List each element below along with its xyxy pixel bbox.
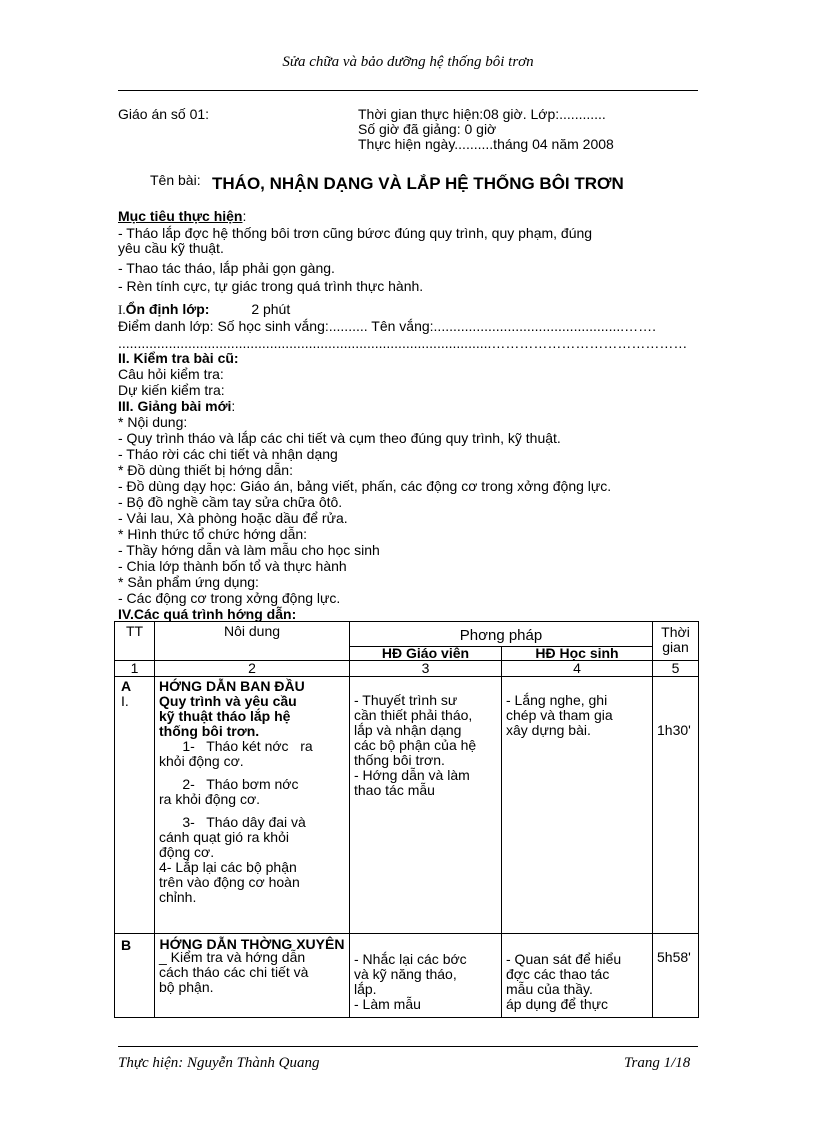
attendance: Điểm danh lớp: Số học sinh vắng:.......... Tên vắng:.................................................……. xyxy=(118,318,657,334)
row-b-title: HỚNG DẪN THỜNG XUYÊN xyxy=(159,936,345,952)
section3-line: * Nội dung: xyxy=(118,414,188,430)
row-a-title: HỚNG DẪN BAN ĐẦU xyxy=(159,678,305,694)
row-a-step: động cơ. xyxy=(159,844,215,860)
objective-line: - Thao tác tháo, lắp phải gọn gàng. xyxy=(118,260,335,276)
row-a-step: 2- Tháo bơm nớc xyxy=(159,776,299,792)
section1-num: I. xyxy=(118,302,126,317)
hours-taught: Số giờ đã giảng: 0 giờ xyxy=(358,121,497,137)
header-teacher: HĐ Giáo viên xyxy=(350,647,502,661)
row-a-tt: A I. xyxy=(115,677,155,934)
row-a-subtitle: thống bôi trơn. xyxy=(159,723,260,739)
section3-line: - Chia lớp thành bốn tổ và thực hành xyxy=(118,558,347,574)
section3-line: - Đồ dùng dạy học: Giáo án, bảng viết, phấn, các động cơ trong xởng động lực. xyxy=(118,478,612,494)
row-a-subtitle: Quy trình và yêu cầu xyxy=(159,693,297,709)
section1-title: Ổn định lớp: xyxy=(125,301,210,317)
objective-line: yêu cầu kỹ thuật. xyxy=(118,240,224,256)
row-a-time: 1h30' xyxy=(653,677,699,934)
col-number-3: 3 xyxy=(350,661,502,677)
lesson-title: THÁO, NHẬN DẠNG VÀ LẮP HỆ THỐNG BÔI TRƠN xyxy=(212,174,624,193)
lesson-label: Tên bài: xyxy=(150,172,201,188)
row-a-content xyxy=(155,677,350,934)
row-b-teacher: - Nhắc lại các bớc và kỹ năng tháo, lắp. - Làm mẫu xyxy=(350,934,502,1018)
section3-heading-text: III. Giảng bài mới xyxy=(118,398,232,414)
footer-page: Trang 1/18 xyxy=(624,1055,691,1071)
row-a-teacher: - Thuyết trình sư cần thiết phải tháo, lắp và nhận dạng các bộ phận của hệ thống bôi trơn. - Hớng dẫn và làm thao tác mẫu xyxy=(350,677,502,934)
header-tt: TT xyxy=(115,622,155,661)
row-a-step: 3- Tháo dây đai và xyxy=(159,814,306,830)
row-a-step: chỉnh. xyxy=(159,889,197,905)
row-a-subtitle: kỹ thuật tháo lắp hệ xyxy=(159,708,291,724)
section3-line: * Đồ dùng thiết bị hớng dẫn: xyxy=(118,462,293,478)
section2-line: Câu hỏi kiểm tra: xyxy=(118,366,224,382)
objective-line: - Tháo lắp đợc hệ thống bôi trơn cũng bứơc đúng quy trình, quy phạm, đúng xyxy=(118,225,593,241)
row-b-content: HỚNG DẪN THỜNG XUYÊN _ Kiểm tra và hớng dẫn cách tháo các chi tiết và bộ phận. xyxy=(155,934,350,1018)
section4-heading: IV.Các quá trình hớng dẫn: xyxy=(118,606,297,622)
row-b-student: - Quan sát để hiểu đợc các thao tác mẫu của thầy. áp dụng để thực xyxy=(502,934,653,1018)
exec-date: Thực hiện ngày..........tháng 04 năm 2008 xyxy=(358,136,614,152)
header-content: Nôi dung xyxy=(155,622,350,661)
section3-line: - Tháo rời các chi tiết và nhận dạng xyxy=(118,446,338,462)
objectives-heading xyxy=(118,208,246,224)
row-b-time: 5h58' xyxy=(653,934,699,1018)
col-number-2: 2 xyxy=(155,661,350,677)
section3-line: * Sản phẩm ứng dụng: xyxy=(118,574,259,590)
process-table xyxy=(114,621,699,1018)
row-a-step: ra khỏi động cơ. xyxy=(159,791,261,807)
section3-line: - Bộ đồ nghề cầm tay sửa chữa ôtô. xyxy=(118,494,343,510)
objectives-heading-text: Mục tiêu thực hiện xyxy=(118,208,243,224)
attendance-dots: ................................................................................................…………………………………… xyxy=(118,335,688,351)
row-b-tt: B xyxy=(115,934,155,1018)
section3-line: - Thầy hớng dẫn và làm mẫu cho học sinh xyxy=(118,542,380,558)
footer-rule xyxy=(118,1046,698,1047)
objective-line: - Rèn tính cực, tự giác trong quá trình thực hành. xyxy=(118,278,424,294)
section3-line: - Vải lau, Xà phòng hoặc dầu để rửa. xyxy=(118,510,348,526)
lesson-number: Giáo án số 01: xyxy=(118,106,210,122)
col-number-5: 5 xyxy=(653,661,699,677)
row-a-step: 1- Tháo két nớc ra xyxy=(159,738,313,754)
section3-colon: : xyxy=(231,398,236,414)
objectives-colon: : xyxy=(242,208,247,224)
row-a-student: - Lắng nghe, ghi chép và tham gia xây dựng bài. xyxy=(502,677,653,934)
section3-line: * Hình thức tổ chức hớng dẫn: xyxy=(118,526,308,542)
section3-heading xyxy=(118,398,235,414)
header-time: Thời gian xyxy=(653,622,699,661)
row-a-step: trên vào động cơ hoàn xyxy=(159,874,300,890)
section1-duration: 2 phút xyxy=(251,301,291,317)
time-exec: Thời gian thực hiện:08 giờ. Lớp:............ xyxy=(358,106,606,122)
section2-line: Dự kiến kiểm tra: xyxy=(118,382,225,398)
section2-heading: II. Kiểm tra bài cũ: xyxy=(118,350,239,366)
footer-author: Thực hiện: Nguyễn Thành Quang xyxy=(118,1055,320,1071)
section1-heading xyxy=(118,301,290,318)
header-rule xyxy=(118,90,698,91)
section3-line: - Quy trình tháo và lắp các chi tiết và cụm theo đúng quy trình, kỹ thuật. xyxy=(118,430,561,446)
header-method: Phơng pháp xyxy=(350,622,653,647)
row-a-step: 4- Lắp lại các bộ phận xyxy=(159,859,297,875)
header-student: HĐ Học sinh xyxy=(502,647,653,661)
row-a-step: cánh quạt gió ra khỏi xyxy=(159,829,289,845)
col-number-4: 4 xyxy=(502,661,653,677)
page-header-title: Sửa chữa và bảo dưỡng hệ thống bôi trơn xyxy=(282,54,534,70)
col-number-1: 1 xyxy=(115,661,155,677)
row-a-step: khỏi động cơ. xyxy=(159,753,244,769)
section3-line: - Các động cơ trong xởng động lực. xyxy=(118,590,341,606)
